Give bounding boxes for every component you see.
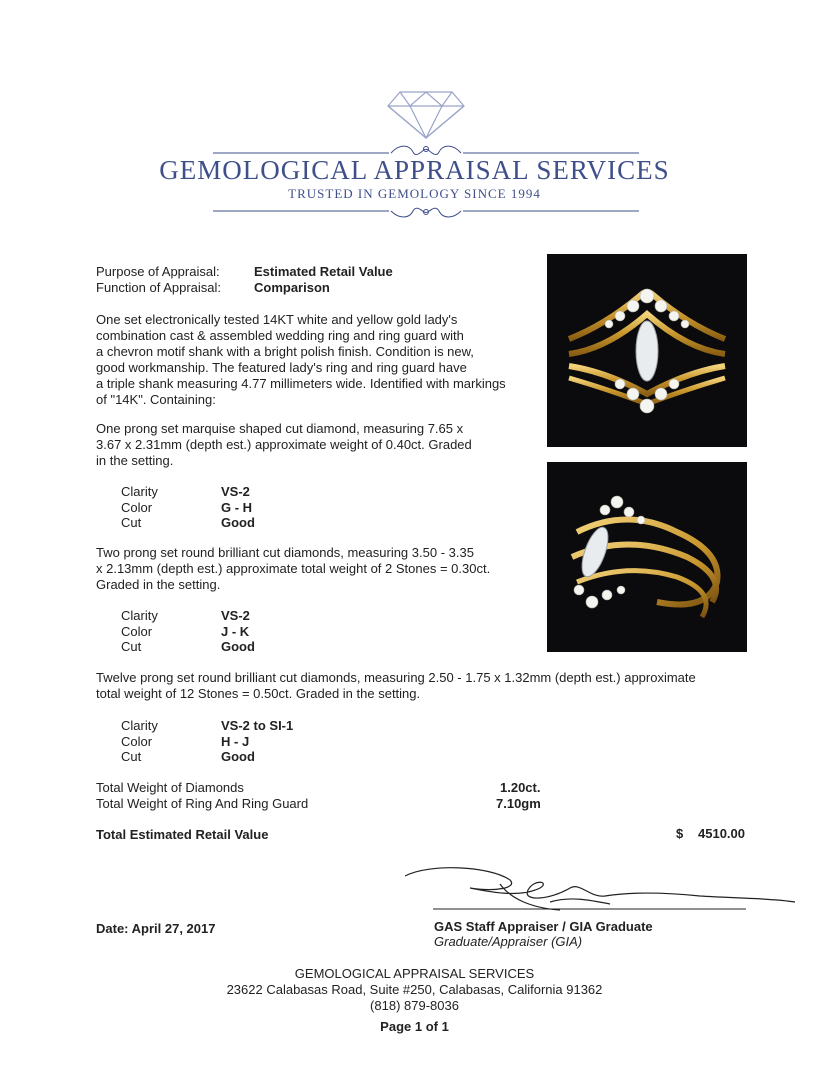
grade-value: VS-2 bbox=[221, 608, 250, 623]
function-label: Function of Appraisal: bbox=[96, 280, 222, 295]
total-diamonds-value: 1.20ct. bbox=[500, 780, 541, 795]
stone-line: x 2.13mm (depth est.) approximate total weight of 2 Stones = 0.30ct. bbox=[96, 561, 491, 576]
grade-value: G - H bbox=[221, 500, 253, 515]
grade-label: Cut bbox=[121, 749, 142, 764]
description-line: a triple shank measuring 4.77 millimeters wide. Identified with markings bbox=[96, 376, 506, 391]
diamond-icon bbox=[386, 90, 466, 140]
stone-line: Graded in the setting. bbox=[96, 577, 221, 592]
grade-label: Clarity bbox=[121, 484, 158, 499]
ring-photo-front bbox=[547, 254, 747, 447]
stone-3-description bbox=[96, 670, 696, 702]
grade-label: Clarity bbox=[121, 608, 158, 623]
function-value: Comparison bbox=[254, 280, 330, 295]
total-ring-weight-label: Total Weight of Ring And Ring Guard bbox=[96, 796, 309, 811]
description-line: of "14K". Containing: bbox=[96, 392, 216, 407]
total-ring-weight-value: 7.10gm bbox=[496, 796, 541, 811]
description-line: combination cast & assembled wedding ring and ring guard with bbox=[96, 328, 464, 343]
company-tagline: TRUSTED IN GEMOLOGY SINCE 1994 bbox=[288, 186, 541, 201]
grade-value: Good bbox=[221, 639, 255, 654]
total-diamonds-label: Total Weight of Diamonds bbox=[96, 780, 244, 795]
grade-label: Color bbox=[121, 734, 153, 749]
stone-line: in the setting. bbox=[96, 453, 174, 468]
ring-front-drawing bbox=[547, 254, 747, 447]
total-retail-label: Total Estimated Retail Value bbox=[96, 827, 269, 842]
grade-value: Good bbox=[221, 749, 255, 764]
appraiser-signature bbox=[400, 858, 800, 918]
stone-line: Twelve prong set round brilliant cut diamonds, measuring 2.50 - 1.75 x 1.32mm (depth est.) approximate bbox=[96, 670, 696, 685]
stone-line: 3.67 x 2.31mm (depth est.) approximate weight of 0.40ct. Graded bbox=[96, 437, 472, 452]
grade-value: VS-2 bbox=[221, 484, 250, 499]
footer-address: 23622 Calabasas Road, Suite #250, Calabasas, California 91362 bbox=[226, 982, 603, 997]
purpose-label: Purpose of Appraisal: bbox=[96, 264, 220, 279]
appraisal-date: Date: April 27, 2017 bbox=[96, 921, 216, 936]
grade-value: H - J bbox=[221, 734, 250, 749]
stone-line: total weight of 12 Stones = 0.50ct. Graded in the setting. bbox=[96, 686, 421, 701]
description-line: One set electronically tested 14KT white and yellow gold lady's bbox=[96, 312, 458, 327]
ring-photo-side bbox=[547, 462, 747, 652]
stone-line: One prong set marquise shaped cut diamond, measuring 7.65 x bbox=[96, 421, 464, 436]
ring-side-drawing bbox=[547, 462, 747, 652]
stone-1-description bbox=[96, 421, 536, 469]
logo-bottom-ornament bbox=[213, 203, 639, 221]
grade-value: J - K bbox=[221, 624, 250, 639]
grade-label: Clarity bbox=[121, 718, 158, 733]
stone-line: Two prong set round brilliant cut diamonds, measuring 3.50 - 3.35 bbox=[96, 545, 474, 560]
appraiser-name: GAS Staff Appraiser / GIA Graduate bbox=[434, 919, 653, 934]
grade-label: Cut bbox=[121, 515, 142, 530]
currency-symbol: $ bbox=[676, 826, 684, 841]
footer-phone: (818) 879-8036 bbox=[370, 998, 459, 1013]
grade-value: VS-2 to SI-1 bbox=[221, 718, 294, 733]
grade-value: Good bbox=[221, 515, 255, 530]
appraiser-title: Graduate/Appraiser (GIA) bbox=[434, 934, 583, 949]
footer-company: GEMOLOGICAL APPRAISAL SERVICES bbox=[294, 966, 535, 981]
purpose-value: Estimated Retail Value bbox=[254, 264, 393, 279]
description-line: good workmanship. The featured lady's ring and ring guard have bbox=[96, 360, 467, 375]
total-retail-value: 4510.00 bbox=[698, 826, 745, 841]
grade-label: Cut bbox=[121, 639, 142, 654]
description-line: a chevron motif shank with a bright polish finish. Condition is new, bbox=[96, 344, 474, 359]
grade-label: Color bbox=[121, 624, 153, 639]
stone-2-description bbox=[96, 545, 536, 593]
page-number: Page 1 of 1 bbox=[380, 1019, 449, 1034]
item-description bbox=[96, 312, 536, 408]
company-logo-title: GEMOLOGICAL APPRAISAL SERVICES bbox=[159, 155, 670, 185]
grade-label: Color bbox=[121, 500, 153, 515]
